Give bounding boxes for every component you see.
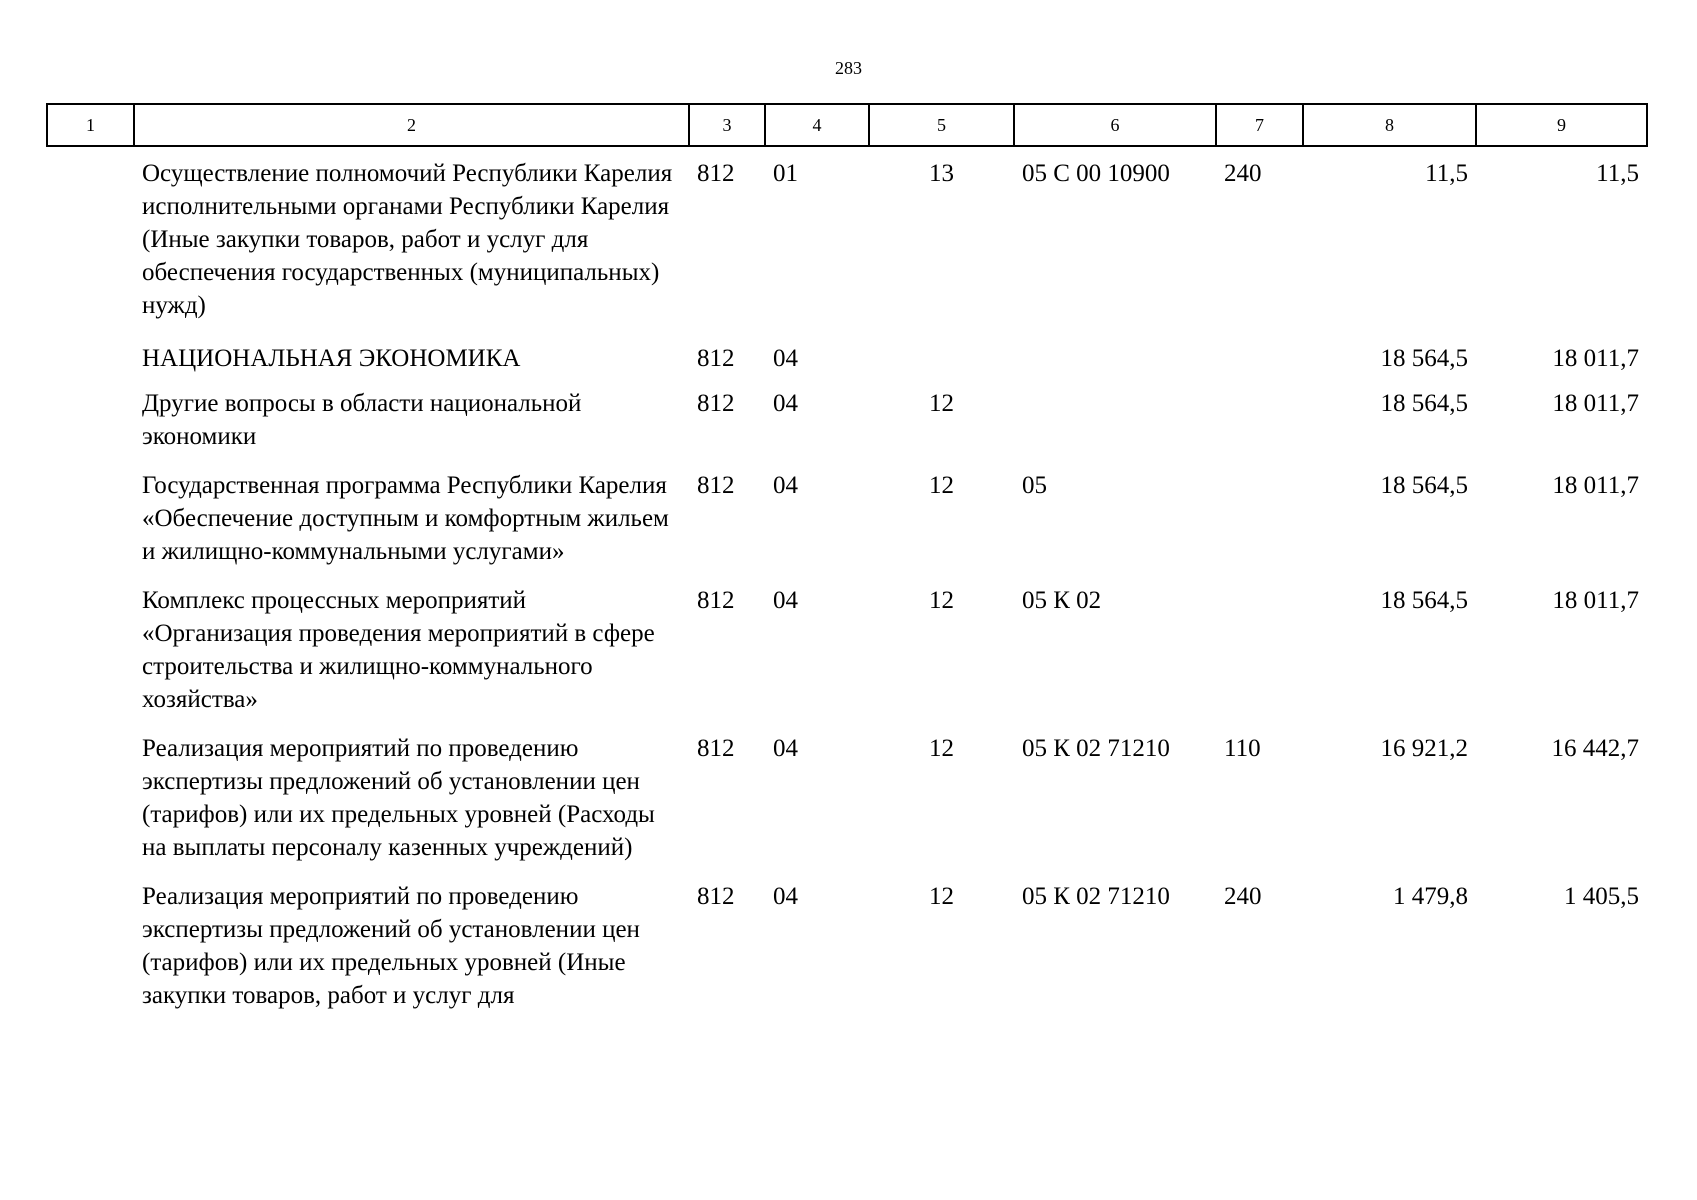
item-name-cell: Государственная программа Республики Карелия «Обеспечение доступным и комфортным жильем и жилищно-коммунальными услугами» [142, 472, 669, 565]
section-code-cell: 01 [773, 160, 798, 187]
section-code-cell: 04 [773, 390, 798, 417]
header-cell-8: 8 [1303, 104, 1476, 146]
amount-cell-9: 18 011,7 [1552, 587, 1639, 614]
amount-cell-9: 1 405,5 [1564, 883, 1639, 910]
row-number-cell [47, 574, 134, 722]
header-cell-2: 2 [134, 104, 689, 146]
row-number-cell [47, 146, 134, 328]
ministry-code-cell: 812 [697, 883, 735, 910]
amount-cell-8: 18 564,5 [1380, 472, 1468, 499]
item-name-cell: Другие вопросы в области национальной экономики [142, 390, 582, 450]
subsection-code-cell: 12 [929, 587, 954, 614]
row-number-cell [47, 722, 134, 870]
subsection-code-cell: 12 [929, 390, 954, 417]
header-row [47, 104, 1647, 146]
subsection-code-cell: 12 [929, 472, 954, 499]
ministry-code-cell: 812 [697, 735, 735, 762]
amount-cell-9: 18 011,7 [1552, 472, 1639, 499]
target-article-cell: 05 К 02 71210 [1022, 883, 1170, 910]
target-article-cell: 05 К 02 71210 [1022, 735, 1170, 762]
subsection-code-cell: 13 [929, 160, 954, 187]
header-cell-4: 4 [765, 104, 869, 146]
amount-cell-8: 18 564,5 [1380, 345, 1468, 372]
amount-cell-9: 16 442,7 [1551, 735, 1639, 762]
header-cell-7: 7 [1216, 104, 1303, 146]
ministry-code-cell: 812 [697, 345, 735, 372]
amount-cell-8: 18 564,5 [1380, 587, 1468, 614]
page-number: 283 [835, 58, 862, 78]
table-row [47, 870, 1647, 1018]
section-code-cell: 04 [773, 587, 798, 614]
target-article-cell [1014, 377, 1216, 459]
expense-type-cell [1216, 574, 1303, 722]
section-code-cell: 04 [773, 735, 798, 762]
table-row [47, 328, 1647, 377]
amount-cell-9: 18 011,7 [1552, 345, 1639, 372]
table-row [47, 459, 1647, 574]
amount-cell-9: 18 011,7 [1552, 390, 1639, 417]
row-number-cell [47, 377, 134, 459]
header-cell-5: 5 [869, 104, 1014, 146]
item-name-cell: Комплекс процессных мероприятий «Организация проведения мероприятий в сфере строительства и жилищно-коммунального хозяйства» [142, 587, 655, 713]
amount-cell-8: 1 479,8 [1393, 883, 1468, 910]
table-row [47, 574, 1647, 722]
section-code-cell: 04 [773, 345, 798, 372]
ministry-code-cell: 812 [697, 390, 735, 417]
section-code-cell: 04 [773, 883, 798, 910]
header-cell-1: 1 [47, 104, 134, 146]
expense-type-cell [1216, 328, 1303, 377]
table-row [47, 146, 1647, 328]
ministry-code-cell: 812 [697, 587, 735, 614]
table-row [47, 722, 1647, 870]
table-row [47, 377, 1647, 459]
table-body [47, 146, 1647, 1018]
row-number-cell [47, 459, 134, 574]
section-code-cell: 04 [773, 472, 798, 499]
expense-type-cell [1216, 459, 1303, 574]
target-article-cell: 05 [1022, 472, 1047, 499]
ministry-code-cell: 812 [697, 160, 735, 187]
table-header [47, 104, 1647, 146]
header-cell-9: 9 [1476, 104, 1647, 146]
amount-cell-8: 18 564,5 [1380, 390, 1468, 417]
subsection-code-cell: 12 [929, 883, 954, 910]
expense-type-cell [1216, 377, 1303, 459]
item-name-cell: Осуществление полномочий Республики Карелия исполнительными органами Республики Карелия (Иные закупки товаров, работ и услуг для обеспечения государственных (муниципальных) нужд) [142, 160, 673, 319]
row-number-cell [47, 328, 134, 377]
subsection-code-cell: 12 [929, 735, 954, 762]
subsection-code-cell [869, 328, 1014, 377]
expense-type-cell: 240 [1224, 160, 1262, 187]
amount-cell-8: 11,5 [1425, 160, 1468, 187]
item-name-cell: Реализация мероприятий по проведению экспертизы предложений об установлении цен (тарифов) или их предельных уровней (Расходы на выплаты персоналу казенных учреждений) [142, 735, 655, 861]
target-article-cell: 05 С 00 10900 [1022, 160, 1170, 187]
item-name-cell: Реализация мероприятий по проведению экспертизы предложений об установлении цен (тарифов) или их предельных уровней (Иные закупки товаров, работ и услуг для [142, 883, 640, 1009]
header-cell-6: 6 [1014, 104, 1216, 146]
ministry-code-cell: 812 [697, 472, 735, 499]
amount-cell-8: 16 921,2 [1380, 735, 1468, 762]
target-article-cell: 05 К 02 [1022, 587, 1102, 614]
expense-type-cell: 240 [1224, 883, 1262, 910]
amount-cell-9: 11,5 [1596, 160, 1639, 187]
target-article-cell [1014, 328, 1216, 377]
expense-type-cell: 110 [1224, 735, 1261, 762]
budget-table [46, 103, 1648, 1018]
header-cell-3: 3 [689, 104, 765, 146]
item-name-cell: НАЦИОНАЛЬНАЯ ЭКОНОМИКА [142, 345, 521, 372]
row-number-cell [47, 870, 134, 1018]
